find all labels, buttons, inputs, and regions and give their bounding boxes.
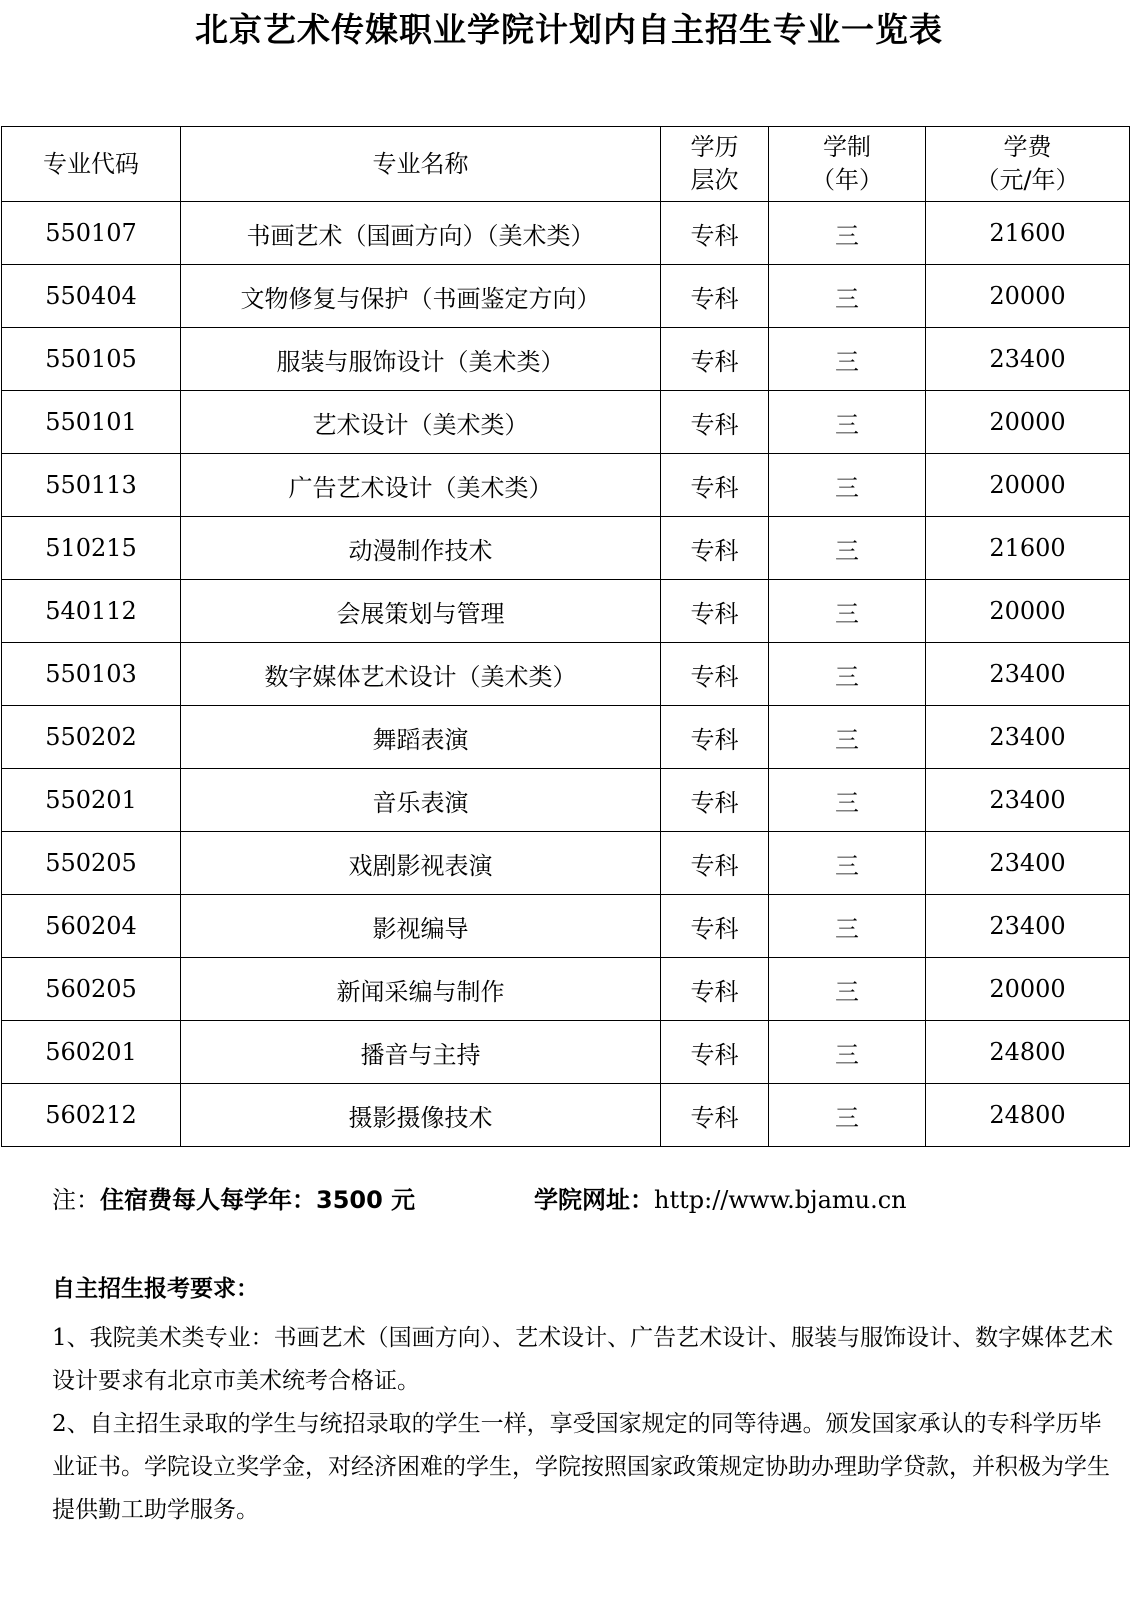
table-row [2, 895, 1130, 958]
cell-level: 专科 [661, 517, 769, 580]
table-row [2, 328, 1130, 391]
cell-level: 专科 [661, 391, 769, 454]
cell-fee: 20000 [926, 265, 1130, 328]
cell-code: 550201 [2, 769, 181, 832]
cell-fee: 20000 [926, 958, 1130, 1021]
cell-name: 舞蹈表演 [181, 706, 661, 769]
header-duration-line2: （年） [811, 166, 883, 194]
cell-name: 会展策划与管理 [181, 580, 661, 643]
table-row [2, 1021, 1130, 1084]
cell-fee: 23400 [926, 832, 1130, 895]
cell-level: 专科 [661, 706, 769, 769]
cell-code: 560212 [2, 1084, 181, 1147]
cell-duration: 三 [769, 1021, 926, 1084]
cell-name: 音乐表演 [181, 769, 661, 832]
table-row [2, 391, 1130, 454]
requirements-heading: 自主招生报考要求： [52, 1276, 259, 1302]
cell-duration: 三 [769, 706, 926, 769]
cell-name: 动漫制作技术 [181, 517, 661, 580]
accommodation-fee: 住宿费每人每学年：3500 元 [100, 1186, 416, 1214]
cell-code: 560201 [2, 1021, 181, 1084]
cell-level: 专科 [661, 265, 769, 328]
page-title: 北京艺术传媒职业学院计划内自主招生专业一览表 [195, 10, 943, 49]
cell-duration: 三 [769, 958, 926, 1021]
cell-code: 510215 [2, 517, 181, 580]
cell-fee: 23400 [926, 895, 1130, 958]
cell-code: 550113 [2, 454, 181, 517]
cell-level: 专科 [661, 769, 769, 832]
cell-name: 数字媒体艺术设计（美术类） [181, 643, 661, 706]
cell-fee: 20000 [926, 454, 1130, 517]
header-duration-line1: 学制 [823, 133, 871, 161]
website-label: 学院网址： [534, 1186, 654, 1214]
table-row [2, 202, 1130, 265]
cell-level: 专科 [661, 328, 769, 391]
cell-duration: 三 [769, 517, 926, 580]
majors-table [1, 126, 1130, 1147]
cell-fee: 21600 [926, 517, 1130, 580]
cell-code: 540112 [2, 580, 181, 643]
cell-code: 560204 [2, 895, 181, 958]
table-row [2, 832, 1130, 895]
cell-name: 影视编导 [181, 895, 661, 958]
cell-name: 书画艺术（国画方向）（美术类） [181, 202, 661, 265]
table-row [2, 454, 1130, 517]
cell-code: 550205 [2, 832, 181, 895]
header-name: 专业名称 [181, 127, 661, 202]
majors-table-body [2, 202, 1130, 1147]
cell-fee: 23400 [926, 328, 1130, 391]
requirement-item: 2、自主招生录取的学生与统招录取的学生一样，享受国家规定的同等待遇。颁发国家承认的专科学历毕业证书。学院设立奖学金，对经济困难的学生，学院按照国家政策规定协助办理助学贷款，并积极为学生提供勤工助学服务。 [52, 1411, 1110, 1523]
cell-level: 专科 [661, 1021, 769, 1084]
table-row [2, 769, 1130, 832]
cell-name: 新闻采编与制作 [181, 958, 661, 1021]
cell-name: 播音与主持 [181, 1021, 661, 1084]
cell-code: 550404 [2, 265, 181, 328]
table-row [2, 265, 1130, 328]
header-fee-line2: （元/年） [975, 166, 1080, 194]
cell-duration: 三 [769, 265, 926, 328]
note-label: 注： [52, 1186, 100, 1214]
cell-name: 服装与服饰设计（美术类） [181, 328, 661, 391]
header-duration [769, 127, 926, 202]
cell-code: 550107 [2, 202, 181, 265]
header-fee-line1: 学费 [1003, 133, 1052, 161]
cell-duration: 三 [769, 328, 926, 391]
table-row [2, 958, 1130, 1021]
cell-level: 专科 [661, 643, 769, 706]
cell-duration: 三 [769, 769, 926, 832]
website-url: http://www.bjamu.cn [654, 1186, 907, 1214]
cell-fee: 20000 [926, 580, 1130, 643]
table-row [2, 580, 1130, 643]
cell-level: 专科 [661, 895, 769, 958]
cell-level: 专科 [661, 1084, 769, 1147]
cell-duration: 三 [769, 454, 926, 517]
cell-duration: 三 [769, 895, 926, 958]
requirement-item: 1、我院美术类专业：书画艺术（国画方向）、艺术设计、广告艺术设计、服装与服饰设计、数字媒体艺术设计要求有北京市美术统考合格证。 [52, 1325, 1114, 1394]
cell-fee: 23400 [926, 706, 1130, 769]
table-header-row [2, 127, 1130, 202]
cell-duration: 三 [769, 832, 926, 895]
cell-level: 专科 [661, 958, 769, 1021]
cell-fee: 23400 [926, 643, 1130, 706]
cell-code: 550202 [2, 706, 181, 769]
website [534, 1183, 907, 1217]
cell-level: 专科 [661, 580, 769, 643]
header-code: 专业代码 [2, 127, 181, 202]
cell-duration: 三 [769, 580, 926, 643]
cell-level: 专科 [661, 202, 769, 265]
cell-name: 艺术设计（美术类） [181, 391, 661, 454]
cell-duration: 三 [769, 643, 926, 706]
table-row [2, 643, 1130, 706]
cell-code: 550101 [2, 391, 181, 454]
cell-duration: 三 [769, 202, 926, 265]
table-row [2, 706, 1130, 769]
cell-name: 戏剧影视表演 [181, 832, 661, 895]
cell-level: 专科 [661, 454, 769, 517]
cell-fee: 24800 [926, 1084, 1130, 1147]
header-level-line2: 层次 [690, 166, 739, 194]
header-fee [926, 127, 1130, 202]
note-line [52, 1183, 907, 1217]
cell-code: 560205 [2, 958, 181, 1021]
cell-code: 550103 [2, 643, 181, 706]
cell-duration: 三 [769, 1084, 926, 1147]
cell-name: 摄影摄像技术 [181, 1084, 661, 1147]
cell-fee: 23400 [926, 769, 1130, 832]
header-level-line1: 学历 [690, 133, 739, 161]
cell-fee: 24800 [926, 1021, 1130, 1084]
cell-name: 文物修复与保护（书画鉴定方向） [181, 265, 661, 328]
cell-level: 专科 [661, 832, 769, 895]
header-level [661, 127, 769, 202]
cell-name: 广告艺术设计（美术类） [181, 454, 661, 517]
cell-fee: 20000 [926, 391, 1130, 454]
cell-fee: 21600 [926, 202, 1130, 265]
cell-duration: 三 [769, 391, 926, 454]
requirements-list [52, 1317, 1118, 1532]
table-row [2, 1084, 1130, 1147]
table-row [2, 517, 1130, 580]
cell-code: 550105 [2, 328, 181, 391]
